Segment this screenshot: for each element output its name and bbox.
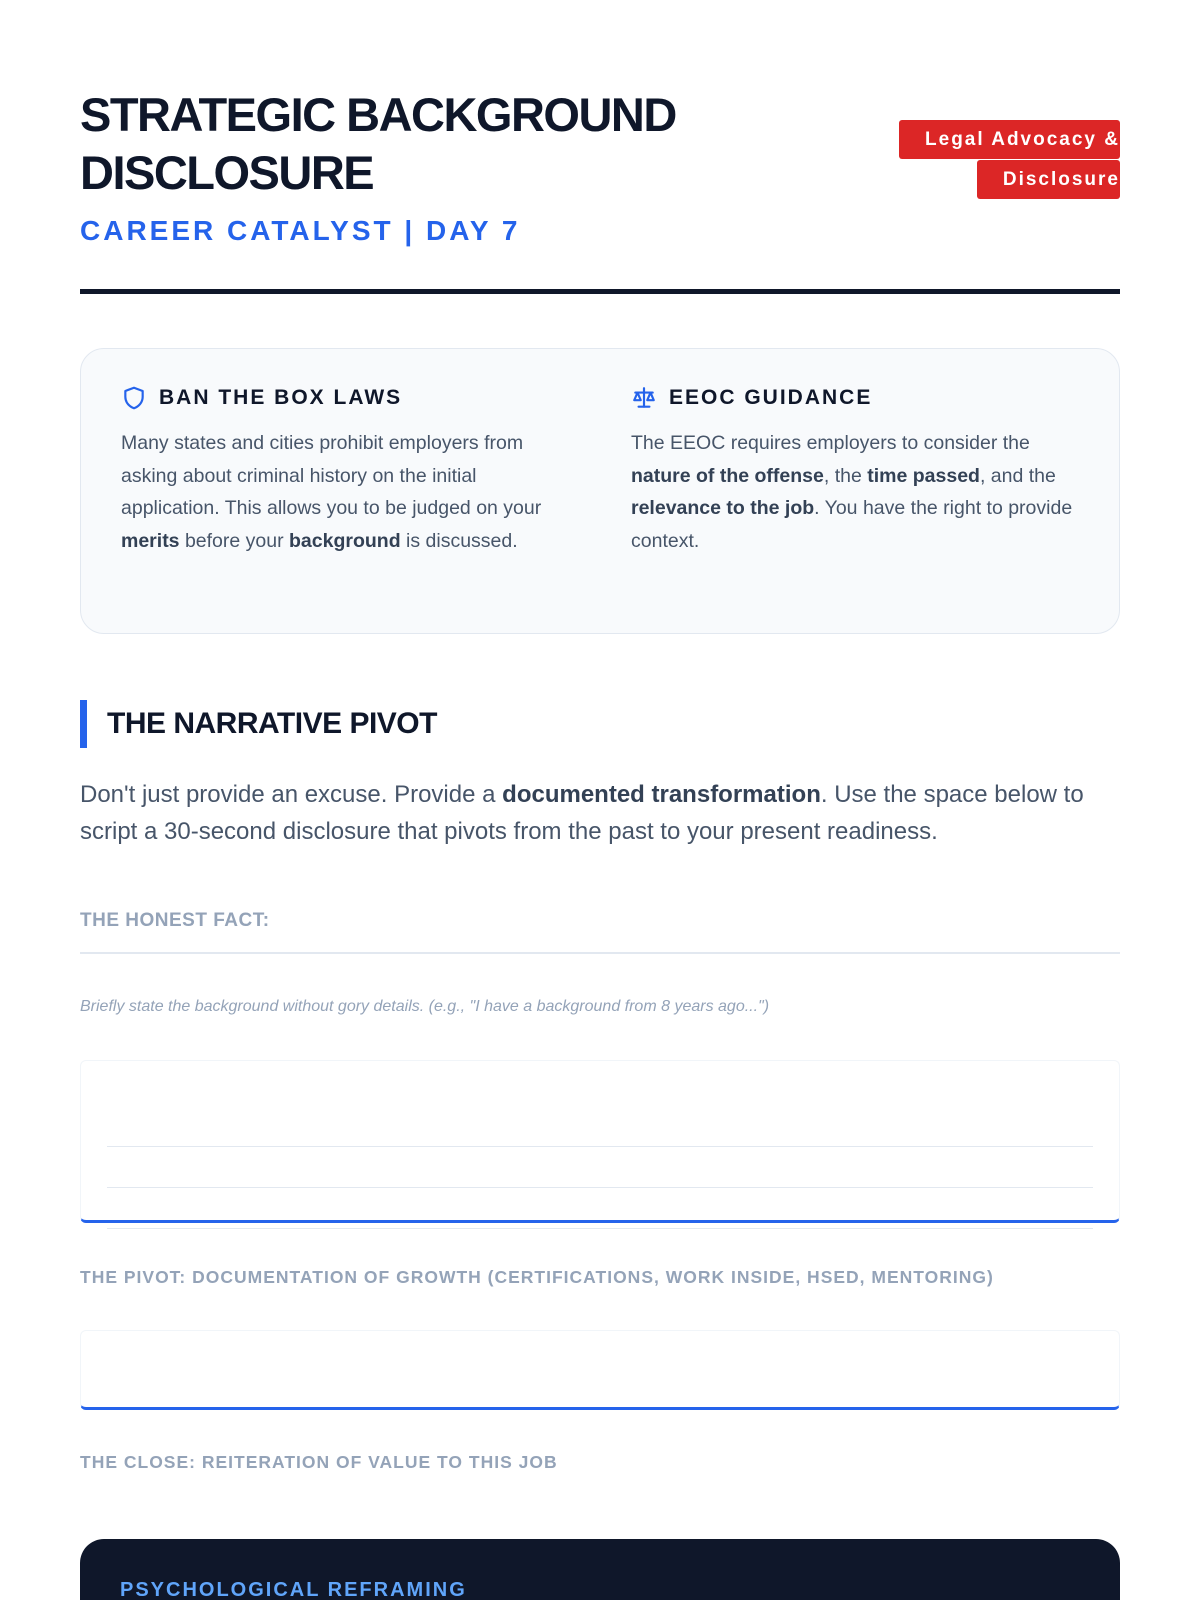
shield-icon [121,385,147,411]
honest-fact-hint: Briefly state the background without gory details. (e.g., "I have a background from 8 years ago...") [80,998,770,1015]
writing-line [107,1106,1093,1147]
eeoc-text: The EEOC requires employers to consider the nature of the offense, the time passed, and the relevance to the job. You have the right to provide context. [631,432,1073,552]
category-badge [856,120,1120,200]
ban-the-box-title: BAN THE BOX LAWS [159,386,403,409]
scales-icon [631,385,657,411]
narrative-section-header [80,700,1120,748]
eeoc-column [631,385,1079,593]
narrative-title: THE NARRATIVE PIVOT [107,707,437,740]
reframing-title: PSYCHOLOGICAL REFRAMING [120,1579,467,1600]
page-subtitle: CAREER CATALYST | DAY 7 [80,215,521,246]
close-label: THE CLOSE: REITERATION OF VALUE TO THIS JOB [80,1452,558,1472]
eeoc-title: EEOC GUIDANCE [669,386,873,409]
pivot-textarea[interactable] [80,1330,1120,1410]
psychological-reframing-card [80,1539,1120,1600]
ban-the-box-text: Many states and cities prohibit employers from asking about criminal history on the initial application. This allows you to be judged on your merits before your background is discussed. [121,432,542,552]
honest-fact-textarea[interactable] [80,1060,1120,1223]
page-header [80,0,1120,294]
ban-the-box-column [121,385,569,593]
legal-info-panel [80,348,1120,634]
category-badge-label: Legal Advocacy & Disclosure [899,120,1120,199]
honest-fact-label: THE HONEST FACT: [80,910,1120,954]
page-title: STRATEGIC BACKGROUND DISCLOSURE [80,88,676,199]
writing-line [107,1147,1093,1188]
narrative-intro: Don't just provide an excuse. Provide a documented transformation. Use the space below to script a 30-second disclosure that pivots from the past to your present readiness. [80,781,1084,845]
pivot-label: THE PIVOT: DOCUMENTATION OF GROWTH (CERTIFICATIONS, WORK INSIDE, HSED, MENTORING) [80,1267,994,1287]
writing-line [107,1188,1093,1229]
